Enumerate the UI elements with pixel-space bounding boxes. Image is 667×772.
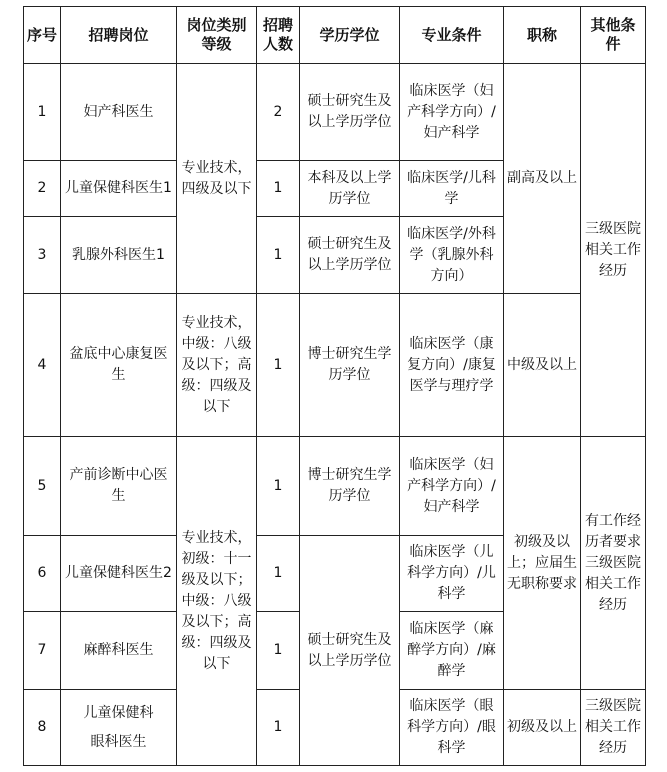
row-other: 三级医院相关工作经历	[581, 690, 646, 766]
row-position: 儿童保健科医生1	[61, 161, 177, 217]
row-education: 硕士研究生及以上学历学位	[300, 536, 400, 766]
header-position: 招聘岗位	[61, 7, 177, 64]
row-position: 麻醉科医生	[61, 612, 177, 690]
row-count: 1	[257, 690, 300, 766]
row-major: 临床医学（妇产科学方向）/妇产科学	[400, 437, 504, 536]
row-major: 临床医学（麻醉学方向）/麻醉学	[400, 612, 504, 690]
row-major: 临床医学（儿科学方向）/儿科学	[400, 536, 504, 612]
table-row	[24, 437, 646, 536]
row-position: 乳腺外科医生1	[61, 217, 177, 294]
row-major: 临床医学（妇产科学方向）/妇产科学	[400, 64, 504, 161]
row-category: 专业技术，中级：八级及以下；高级：四级及以下	[177, 294, 257, 437]
row-category: 专业技术，初级：十一级及以下；中级：八级及以下；高级：四级及以下	[177, 437, 257, 766]
row-count: 1	[257, 294, 300, 437]
header-title: 职称	[504, 7, 581, 64]
row-title: 中级及以上	[504, 294, 581, 437]
row-seq: 6	[24, 536, 61, 612]
row-seq: 1	[24, 64, 61, 161]
header-major: 专业条件	[400, 7, 504, 64]
row-position-line-2: 眼科医生	[90, 733, 147, 750]
row-education: 本科及以上学历学位	[300, 161, 400, 217]
row-education: 硕士研究生及以上学历学位	[300, 64, 400, 161]
row-count: 1	[257, 217, 300, 294]
row-seq: 4	[24, 294, 61, 437]
row-seq: 3	[24, 217, 61, 294]
header-category: 岗位类别等级	[177, 7, 257, 64]
row-title: 副高及以上	[504, 64, 581, 294]
row-other: 有工作经历者要求三级医院相关工作经历	[581, 437, 646, 690]
row-education: 博士研究生学历学位	[300, 437, 400, 536]
header-count: 招聘人数	[257, 7, 300, 64]
row-position-line-1: 儿童保健科	[83, 704, 154, 721]
row-title: 初级及以上；应届生无职称要求	[504, 437, 581, 690]
row-major: 临床医学/儿科学	[400, 161, 504, 217]
row-seq: 5	[24, 437, 61, 536]
row-category: 专业技术，四级及以下	[177, 64, 257, 294]
row-position	[61, 690, 177, 766]
row-count: 1	[257, 161, 300, 217]
row-education: 博士研究生学历学位	[300, 294, 400, 437]
header-row	[24, 7, 646, 64]
recruitment-table	[23, 6, 646, 766]
row-other: 三级医院相关工作经历	[581, 64, 646, 437]
header-seq: 序号	[24, 7, 61, 64]
header-other: 其他条件	[581, 7, 646, 64]
row-count: 1	[257, 536, 300, 612]
row-major: 临床医学（眼科学方向）/眼科学	[400, 690, 504, 766]
row-seq: 7	[24, 612, 61, 690]
row-major: 临床医学（康复方向）/康复医学与理疗学	[400, 294, 504, 437]
row-position: 产前诊断中心医生	[61, 437, 177, 536]
row-seq: 2	[24, 161, 61, 217]
row-position: 妇产科医生	[61, 64, 177, 161]
row-major: 临床医学/外科学（乳腺外科方向）	[400, 217, 504, 294]
header-education: 学历学位	[300, 7, 400, 64]
row-education: 硕士研究生及以上学历学位	[300, 217, 400, 294]
row-position: 盆底中心康复医生	[61, 294, 177, 437]
row-seq: 8	[24, 690, 61, 766]
table-row	[24, 294, 646, 437]
table-row	[24, 64, 646, 161]
row-title: 初级及以上	[504, 690, 581, 766]
row-count: 1	[257, 437, 300, 536]
row-count: 1	[257, 612, 300, 690]
row-count: 2	[257, 64, 300, 161]
row-position: 儿童保健科医生2	[61, 536, 177, 612]
